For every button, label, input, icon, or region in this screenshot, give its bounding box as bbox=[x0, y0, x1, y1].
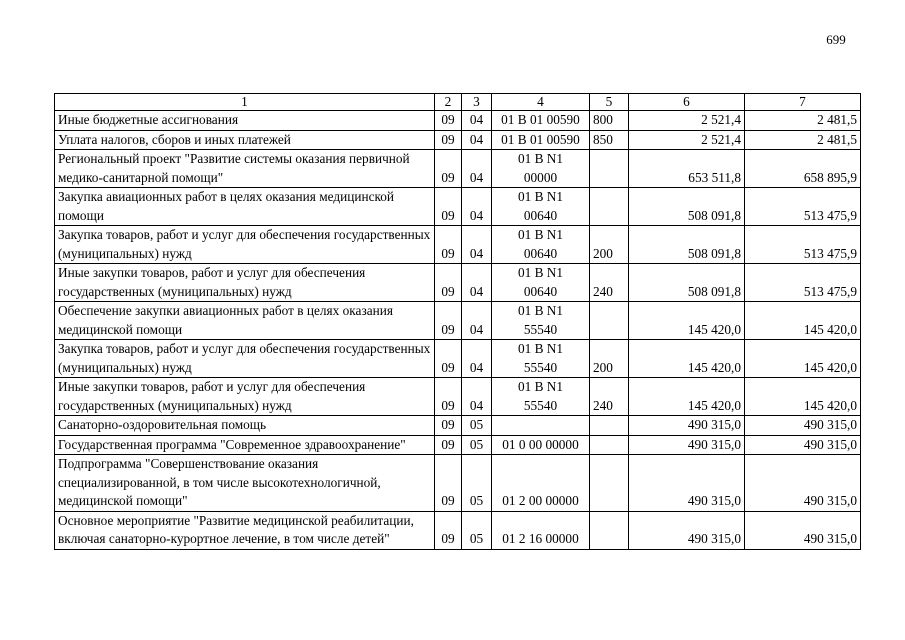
subsection-code-cell: 04 bbox=[462, 111, 492, 131]
column-header: 5 bbox=[590, 94, 629, 111]
subsection-code-cell: 05 bbox=[462, 435, 492, 455]
expense-type-cell: 240 bbox=[590, 264, 629, 302]
amount-year2-cell: 490 315,0 bbox=[745, 416, 861, 436]
row-name-cell: Основное мероприятие "Развитие медицинской реабилитации, включая санаторно-курортное лечение, в том числе детей" bbox=[55, 511, 435, 549]
target-article-cell: 01 В N1 55540 bbox=[492, 302, 590, 340]
section-code-cell: 09 bbox=[435, 302, 462, 340]
section-code-cell: 09 bbox=[435, 188, 462, 226]
expense-type-cell bbox=[590, 302, 629, 340]
column-header: 1 bbox=[55, 94, 435, 111]
budget-table bbox=[54, 93, 861, 550]
amount-year2-cell: 2 481,5 bbox=[745, 130, 861, 150]
column-header: 6 bbox=[629, 94, 745, 111]
subsection-code-cell: 05 bbox=[462, 416, 492, 436]
section-code-cell: 09 bbox=[435, 511, 462, 549]
amount-year2-cell: 145 420,0 bbox=[745, 378, 861, 416]
section-code-cell: 09 bbox=[435, 226, 462, 264]
target-article-cell: 01 В N1 00640 bbox=[492, 226, 590, 264]
expense-type-cell: 800 bbox=[590, 111, 629, 131]
section-code-cell: 09 bbox=[435, 455, 462, 512]
table-row bbox=[55, 435, 861, 455]
amount-year1-cell: 508 091,8 bbox=[629, 264, 745, 302]
amount-year2-cell: 513 475,9 bbox=[745, 188, 861, 226]
subsection-code-cell: 04 bbox=[462, 302, 492, 340]
amount-year1-cell: 490 315,0 bbox=[629, 455, 745, 512]
row-name-cell: Закупка товаров, работ и услуг для обеспечения государственных (муниципальных) нужд bbox=[55, 340, 435, 378]
expense-type-cell bbox=[590, 416, 629, 436]
amount-year2-cell: 490 315,0 bbox=[745, 455, 861, 512]
column-header: 7 bbox=[745, 94, 861, 111]
expense-type-cell bbox=[590, 455, 629, 512]
table-row bbox=[55, 150, 861, 188]
amount-year1-cell: 2 521,4 bbox=[629, 111, 745, 131]
expense-type-cell: 200 bbox=[590, 340, 629, 378]
amount-year2-cell: 490 315,0 bbox=[745, 435, 861, 455]
row-name-cell: Закупка товаров, работ и услуг для обеспечения государственных (муниципальных) нужд bbox=[55, 226, 435, 264]
section-code-cell: 09 bbox=[435, 340, 462, 378]
subsection-code-cell: 04 bbox=[462, 150, 492, 188]
target-article-cell: 01 В N1 55540 bbox=[492, 340, 590, 378]
table-row bbox=[55, 130, 861, 150]
amount-year1-cell: 490 315,0 bbox=[629, 416, 745, 436]
subsection-code-cell: 04 bbox=[462, 188, 492, 226]
column-header: 3 bbox=[462, 94, 492, 111]
table-row bbox=[55, 111, 861, 131]
section-code-cell: 09 bbox=[435, 264, 462, 302]
table-body bbox=[55, 111, 861, 550]
row-name-cell: Обеспечение закупки авиационных работ в целях оказания медицинской помощи bbox=[55, 302, 435, 340]
amount-year2-cell: 513 475,9 bbox=[745, 226, 861, 264]
row-name-cell: Государственная программа "Современное здравоохранение" bbox=[55, 435, 435, 455]
table-row bbox=[55, 455, 861, 512]
row-name-cell: Иные бюджетные ассигнования bbox=[55, 111, 435, 131]
subsection-code-cell: 04 bbox=[462, 226, 492, 264]
amount-year1-cell: 2 521,4 bbox=[629, 130, 745, 150]
row-name-cell: Иные закупки товаров, работ и услуг для обеспечения государственных (муниципальных) нужд bbox=[55, 264, 435, 302]
section-code-cell: 09 bbox=[435, 416, 462, 436]
target-article-cell: 01 2 00 00000 bbox=[492, 455, 590, 512]
row-name-cell: Иные закупки товаров, работ и услуг для обеспечения государственных (муниципальных) нужд bbox=[55, 378, 435, 416]
amount-year1-cell: 508 091,8 bbox=[629, 226, 745, 264]
row-name-cell: Закупка авиационных работ в целях оказания медицинской помощи bbox=[55, 188, 435, 226]
amount-year1-cell: 145 420,0 bbox=[629, 378, 745, 416]
target-article-cell: 01 0 00 00000 bbox=[492, 435, 590, 455]
target-article-cell: 01 В N1 55540 bbox=[492, 378, 590, 416]
table-row bbox=[55, 264, 861, 302]
column-header: 2 bbox=[435, 94, 462, 111]
subsection-code-cell: 04 bbox=[462, 130, 492, 150]
subsection-code-cell: 05 bbox=[462, 455, 492, 512]
expense-type-cell bbox=[590, 150, 629, 188]
target-article-cell bbox=[492, 416, 590, 436]
subsection-code-cell: 05 bbox=[462, 511, 492, 549]
table-header-row bbox=[55, 94, 861, 111]
column-header: 4 bbox=[492, 94, 590, 111]
target-article-cell: 01 В 01 00590 bbox=[492, 111, 590, 131]
amount-year1-cell: 508 091,8 bbox=[629, 188, 745, 226]
row-name-cell: Региональный проект "Развитие системы оказания первичной медико-санитарной помощи" bbox=[55, 150, 435, 188]
amount-year2-cell: 145 420,0 bbox=[745, 340, 861, 378]
target-article-cell: 01 В N1 00640 bbox=[492, 264, 590, 302]
amount-year1-cell: 145 420,0 bbox=[629, 302, 745, 340]
row-name-cell: Подпрограмма "Совершенствование оказания специализированной, в том числе высокотехнологичной, медицинской помощи" bbox=[55, 455, 435, 512]
expense-type-cell bbox=[590, 435, 629, 455]
subsection-code-cell: 04 bbox=[462, 264, 492, 302]
expense-type-cell bbox=[590, 511, 629, 549]
table-row bbox=[55, 416, 861, 436]
table-row bbox=[55, 226, 861, 264]
target-article-cell: 01 В 01 00590 bbox=[492, 130, 590, 150]
page-number: 699 bbox=[826, 32, 846, 47]
target-article-cell: 01 В N1 00640 bbox=[492, 188, 590, 226]
target-article-cell: 01 В N1 00000 bbox=[492, 150, 590, 188]
subsection-code-cell: 04 bbox=[462, 378, 492, 416]
expense-type-cell: 240 bbox=[590, 378, 629, 416]
row-name-cell: Санаторно-оздоровительная помощь bbox=[55, 416, 435, 436]
subsection-code-cell: 04 bbox=[462, 340, 492, 378]
section-code-cell: 09 bbox=[435, 130, 462, 150]
amount-year1-cell: 490 315,0 bbox=[629, 511, 745, 549]
amount-year2-cell: 145 420,0 bbox=[745, 302, 861, 340]
table-row bbox=[55, 188, 861, 226]
section-code-cell: 09 bbox=[435, 378, 462, 416]
section-code-cell: 09 bbox=[435, 435, 462, 455]
section-code-cell: 09 bbox=[435, 111, 462, 131]
amount-year2-cell: 658 895,9 bbox=[745, 150, 861, 188]
expense-type-cell: 200 bbox=[590, 226, 629, 264]
section-code-cell: 09 bbox=[435, 150, 462, 188]
amount-year1-cell: 145 420,0 bbox=[629, 340, 745, 378]
expense-type-cell bbox=[590, 188, 629, 226]
table-row bbox=[55, 302, 861, 340]
table-row bbox=[55, 378, 861, 416]
amount-year2-cell: 2 481,5 bbox=[745, 111, 861, 131]
amount-year2-cell: 490 315,0 bbox=[745, 511, 861, 549]
target-article-cell: 01 2 16 00000 bbox=[492, 511, 590, 549]
amount-year1-cell: 490 315,0 bbox=[629, 435, 745, 455]
row-name-cell: Уплата налогов, сборов и иных платежей bbox=[55, 130, 435, 150]
table-row bbox=[55, 340, 861, 378]
amount-year2-cell: 513 475,9 bbox=[745, 264, 861, 302]
table-row bbox=[55, 511, 861, 549]
expense-type-cell: 850 bbox=[590, 130, 629, 150]
amount-year1-cell: 653 511,8 bbox=[629, 150, 745, 188]
